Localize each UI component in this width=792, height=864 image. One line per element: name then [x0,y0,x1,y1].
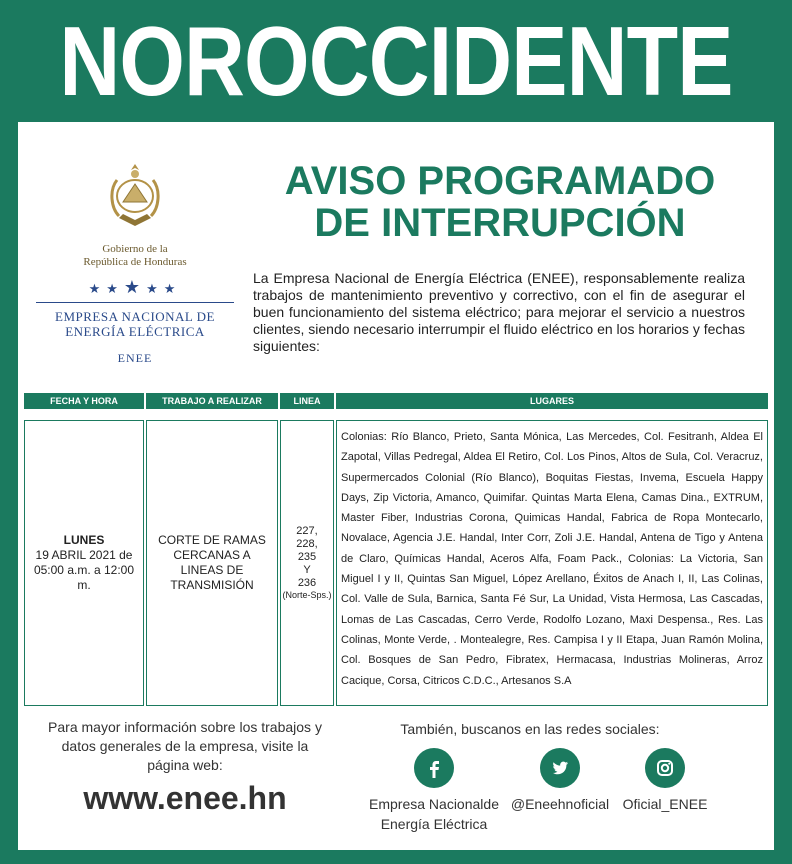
cell-datetime: 19 ABRIL 2021 de 05:00 a.m. a 12:00 m. [33,548,135,592]
instagram-link[interactable] [610,748,720,814]
header-lugares: LUGARES [336,393,768,409]
gov-line-2: República de Honduras [83,256,187,268]
instagram-label: Oficial_ENEE [622,796,708,812]
enee-name-line-1: EMPRESA NACIONAL DE [55,309,215,324]
enee-name-line-2: ENERGÍA ELÉCTRICA [65,324,205,339]
enee-acronym: ENEE [117,351,153,365]
twitter-label: @Eneehnoficial [510,796,610,812]
gov-line-1: Gobierno de la [102,243,168,255]
twitter-link[interactable] [500,748,620,814]
cell-trabajo: CORTE DE RAMAS CERCANAS A LINEAS DE TRANSMISIÓN [146,420,278,706]
cell-linea [280,420,334,706]
notice-title-line-1: AVISO PROGRAMADO [284,159,716,203]
notice-title [250,160,750,244]
facebook-icon [414,748,454,788]
notice-title-line-2: DE INTERRUPCIÓN [314,201,686,245]
logo-divider [36,302,234,303]
linea-number: Y [303,564,311,576]
stars-icon: ★★★★★ [88,277,182,297]
header-linea: LINEA [280,393,334,409]
website-link[interactable]: www.enee.hn [83,780,287,816]
social-title: También, buscanos en las redes sociales: [400,721,660,737]
linea-note: (Norte-Sps.) [282,590,332,600]
linea-number: 236 [297,577,317,589]
more-info-text: Para mayor información sobre los trabajos y datos generales de la empresa, visite la página web: [48,719,322,773]
linea-number: 228, [296,538,318,550]
header-trabajo: TRABAJO A REALIZAR [146,393,278,409]
instagram-icon [645,748,685,788]
header-fecha: FECHA Y HORA [24,393,144,409]
facebook-link[interactable] [364,748,504,834]
enee-logo [30,160,240,366]
honduras-coat-of-arms-icon [105,160,165,230]
cell-fecha [24,420,144,706]
facebook-label: Empresa Nacionalde Energía Eléctrica [369,796,499,832]
cell-lugares: Colonias: Río Blanco, Prieto, Santa Mónica, Las Mercedes, Col. Fesitranh, Aldea El Zapotal, Villas Pedregal, Aldea El Retiro, Col. Los Pinos, Altos de Sula, Col. Veracruz, Supermercados Colonial (Río Blanco), Boquitas Fiestas, Invema, Escuela Happy Days, Zip Victoria, Amanco, Quimifar. Quintas Marta Elena, Camas Dina., EXTRUM, Master Fiber, Industrias Corona, Quimicas Handal, Fabrica de Ropa Montecarlo, Novalace, Agencia J.E. Handal, Inter Corr, Zoli J.E. Handal, Antena de Tigo y Antena de Claro, Químicas Handal, Aceros Alfa, Foam Pack., Colonias: La Victoria, San Miguel I y II, Quintas San Miguel, López Arellano, Éxitos de Anach I, II, Las Colinas, Col. Valle de Sula, Barnica, Santa Fé Sur, La Unidad, Vista Hermosa, Las Cascadas, Lomas de Las Cascadas, Cerro Verde, Rodolfo Lozano, Maxi Despensa., Res. Las Colinas, Monte Verde, . Montealegre, Res. Campisa I y II Etapa, Juan Ramón Molina, Col. Bosques de San Pedro, Fibratex, Hermacasa, Industrias Molineras, Arroz Cacique, Corsa, Citricos C.D.C., Artesanos S.A [336,420,768,706]
linea-number: 235 [297,551,317,563]
linea-number: 227, [296,525,318,537]
intro-paragraph: La Empresa Nacional de Energía Eléctrica (ENEE), responsablemente realiza trabajos de mantenimiento preventivo y correctivo, con el fin de asegurar el buen funcionamiento del sistema eléctrico; para mejorar el servicio a nuestros clientes, siendo necesario interrumpir el fluido eléctrico en los horarios y fechas siguientes: [253,270,745,354]
twitter-icon [540,748,580,788]
cell-day: LUNES [63,533,105,547]
region-title: NOROCCIDENTE [59,5,733,116]
